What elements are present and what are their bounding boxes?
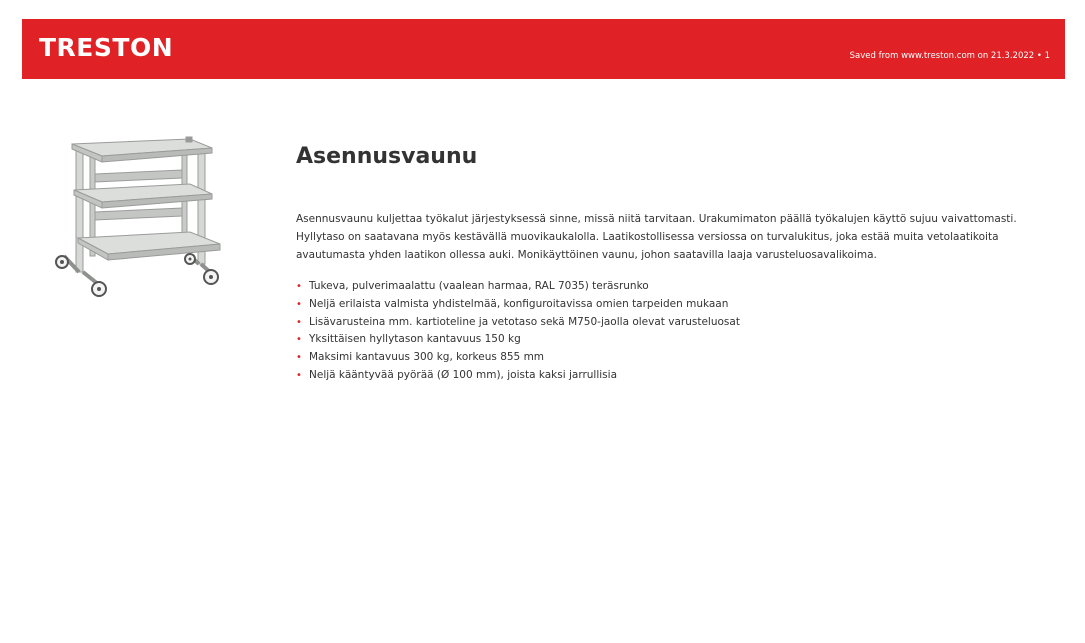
feature-item <box>296 314 1040 332</box>
feature-text: Neljä erilaista valmista yhdistelmää, konfiguroitavissa omien tarpeiden mukaan <box>309 297 729 310</box>
feature-item <box>296 331 1040 349</box>
product-image <box>50 134 230 304</box>
feature-text: Lisävarusteina mm. kartioteline ja vetotaso sekä M750-jaolla olevat varusteluosat <box>309 315 740 328</box>
feature-list <box>296 278 1040 385</box>
feature-item <box>296 367 1040 385</box>
bullet-icon: • <box>296 281 302 292</box>
feature-item <box>296 296 1040 314</box>
bullet-icon: • <box>296 316 302 328</box>
product-description: Asennusvaunu kuljettaa työkalut järjestyksessä sinne, missä niitä tarvitaan. Urakumimaton päällä työkalujen käyttö sujuu vaivattomasti. Hyllytaso on saatavana myös kestävällä muovikaukalolla. Laatikostollisessa versiossa on turvalukitus, joka estää muita vetolaatikoita avautumasta yhden laatikon ollessa auki. Monikäyttöinen vaunu, johon saatavilla laaja varusteluosavalikoima. <box>296 213 1017 261</box>
feature-item <box>296 349 1040 367</box>
feature-text: Maksimi kantavuus 300 kg, korkeus 855 mm <box>309 351 545 364</box>
bullet-icon: • <box>296 369 302 381</box>
bullet-icon: • <box>296 298 302 310</box>
bullet-icon: • <box>296 334 302 346</box>
bullet-icon: • <box>296 352 302 364</box>
saved-from-note: Saved from www.treston.com on 21.3.2022 • 1 <box>849 51 1050 61</box>
feature-text: Tukeva, pulverimaalattu (vaalean harmaa, RAL 7035) teräsrunko <box>309 280 649 292</box>
workshop-cart-image <box>50 134 230 304</box>
product-content <box>296 142 1040 385</box>
feature-item <box>296 278 1040 296</box>
product-title: Asennusvaunu <box>296 144 478 169</box>
page-header <box>22 19 1065 79</box>
feature-text: Yksittäisen hyllytason kantavuus 150 kg <box>309 333 521 346</box>
treston-logo: TRESTON <box>39 33 174 62</box>
feature-text: Neljä kääntyvää pyörää (Ø 100 mm), joista kaksi jarrullisia <box>309 368 618 381</box>
